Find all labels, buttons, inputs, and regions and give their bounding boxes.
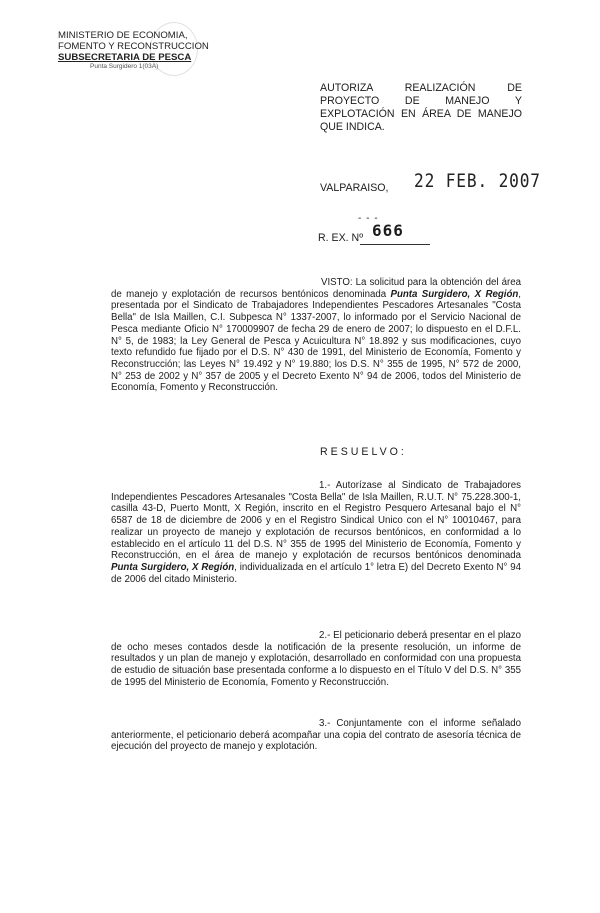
article-1-lead: 1.- Autorízase al Sindicato de Trabajadores Independientes Pescadores Artesanales "Costa Bella" de Isla Maillen, R.U.T. N° 75.228.300-1, casilla 43-D, Puerto Montt, X Región, inscrito en el Registro Pesquero Artesanal bajo el N° 6587 de 18 de diciembre de 2006 y en el Registro Sindical Unico con el N° 10010467, para realizar un proyecto de manejo y explotación de recursos bentónicos, en conformidad a lo establecido en el artículo 11 del D.S. N° 355 de 1995 del Ministerio de Economía, Fomento y Reconstrucción, en el área de manejo y explotación de recursos bentónicos denominada <box>111 480 521 562</box>
article-2-text: 2.- El peticionario deberá presentar en el plazo de ocho meses contados desde la notificación de la presente resolución, un informe de resultados y un plan de manejo y explotación, desarrollado en conformidad con una propuesta de estudio de situación base presentada conforme a lo dispuesto en el Título V del D.S. N° 355 de 1995 del Ministerio de Economía, Fomento y Reconstrucción. <box>111 630 521 688</box>
article-3-text: 3.- Conjuntamente con el informe señalado anteriormente, el peticionario deberá acompañar una copia del contrato de asesoría técnica de ejecución del proyecto de manejo y explotación. <box>111 718 521 753</box>
header-ministry: MINISTERIO DE ECONOMIA, <box>58 30 188 41</box>
header-reference: Punta Surgidero 1(03A) <box>90 63 159 70</box>
resuelvo-heading: RESUELVO: <box>320 446 407 458</box>
visto-area-name: Punta Surgidero, X Región <box>390 288 519 300</box>
article-1-area-name: Punta Surgidero, X Región <box>111 561 235 573</box>
place-label: VALPARAISO, <box>320 182 389 194</box>
resolution-title: AUTORIZA REALIZACIÓN DE PROYECTO DE MANEJO Y EXPLOTACIÓN EN ÁREA DE MANEJO QUE INDICA. <box>320 82 522 133</box>
article-2-paragraph <box>111 630 521 689</box>
rex-dash: - - - <box>358 213 379 224</box>
visto-rest: , presentada por el Sindicato de Trabajadores Independientes Pescadores Artesanales "Costa Bella" de Isla Maillen, C.I. Subpesca N° 1337-2007, lo informado por el Servicio Nacional de Pesca mediante Oficio N° 170009907 de fecha 29 de enero de 2007; lo dispuesto en el D.F.L. N° 5, de 1983; la Ley General de Pesca y Acuicultura N° 18.892 y sus modificaciones, cuyo texto refundido fue fijado por el D.S. N° 430 de 1991, del Ministerio de Economía, Fomento y Reconstrucción; las Leyes N° 19.492 y N° 19.880; los D.S. N° 355 de 1995, N° 572 de 2000, N° 253 de 2002 y N° 357 de 2005 y el Decreto Exento N° 94 de 2006, todos del Ministerio de Economía, Fomento y Reconstrucción. <box>111 288 521 394</box>
article-3-paragraph <box>111 718 521 753</box>
rex-underline <box>360 244 430 245</box>
article-1-rest: , individualizada en el artículo 1° letra E) del Decreto Exento N° 94 de 2006 del citado Ministerio. <box>111 561 522 585</box>
ministry-header <box>58 30 218 71</box>
article-1-paragraph <box>111 480 521 585</box>
header-fomento: FOMENTO Y RECONSTRUCCION <box>58 41 209 52</box>
rex-label: R. EX. Nº <box>318 232 364 244</box>
date-stamp: 22 FEB. 2007 <box>414 170 541 192</box>
visto-paragraph <box>111 277 521 394</box>
visto-lead: VISTO: La solicitud para la obtención del área de manejo y explotación de recursos bentónicos denominada <box>111 277 521 300</box>
rex-number: 666 <box>372 221 404 240</box>
header-subsecretaria: SUBSECRETARIA DE PESCA <box>58 52 192 63</box>
